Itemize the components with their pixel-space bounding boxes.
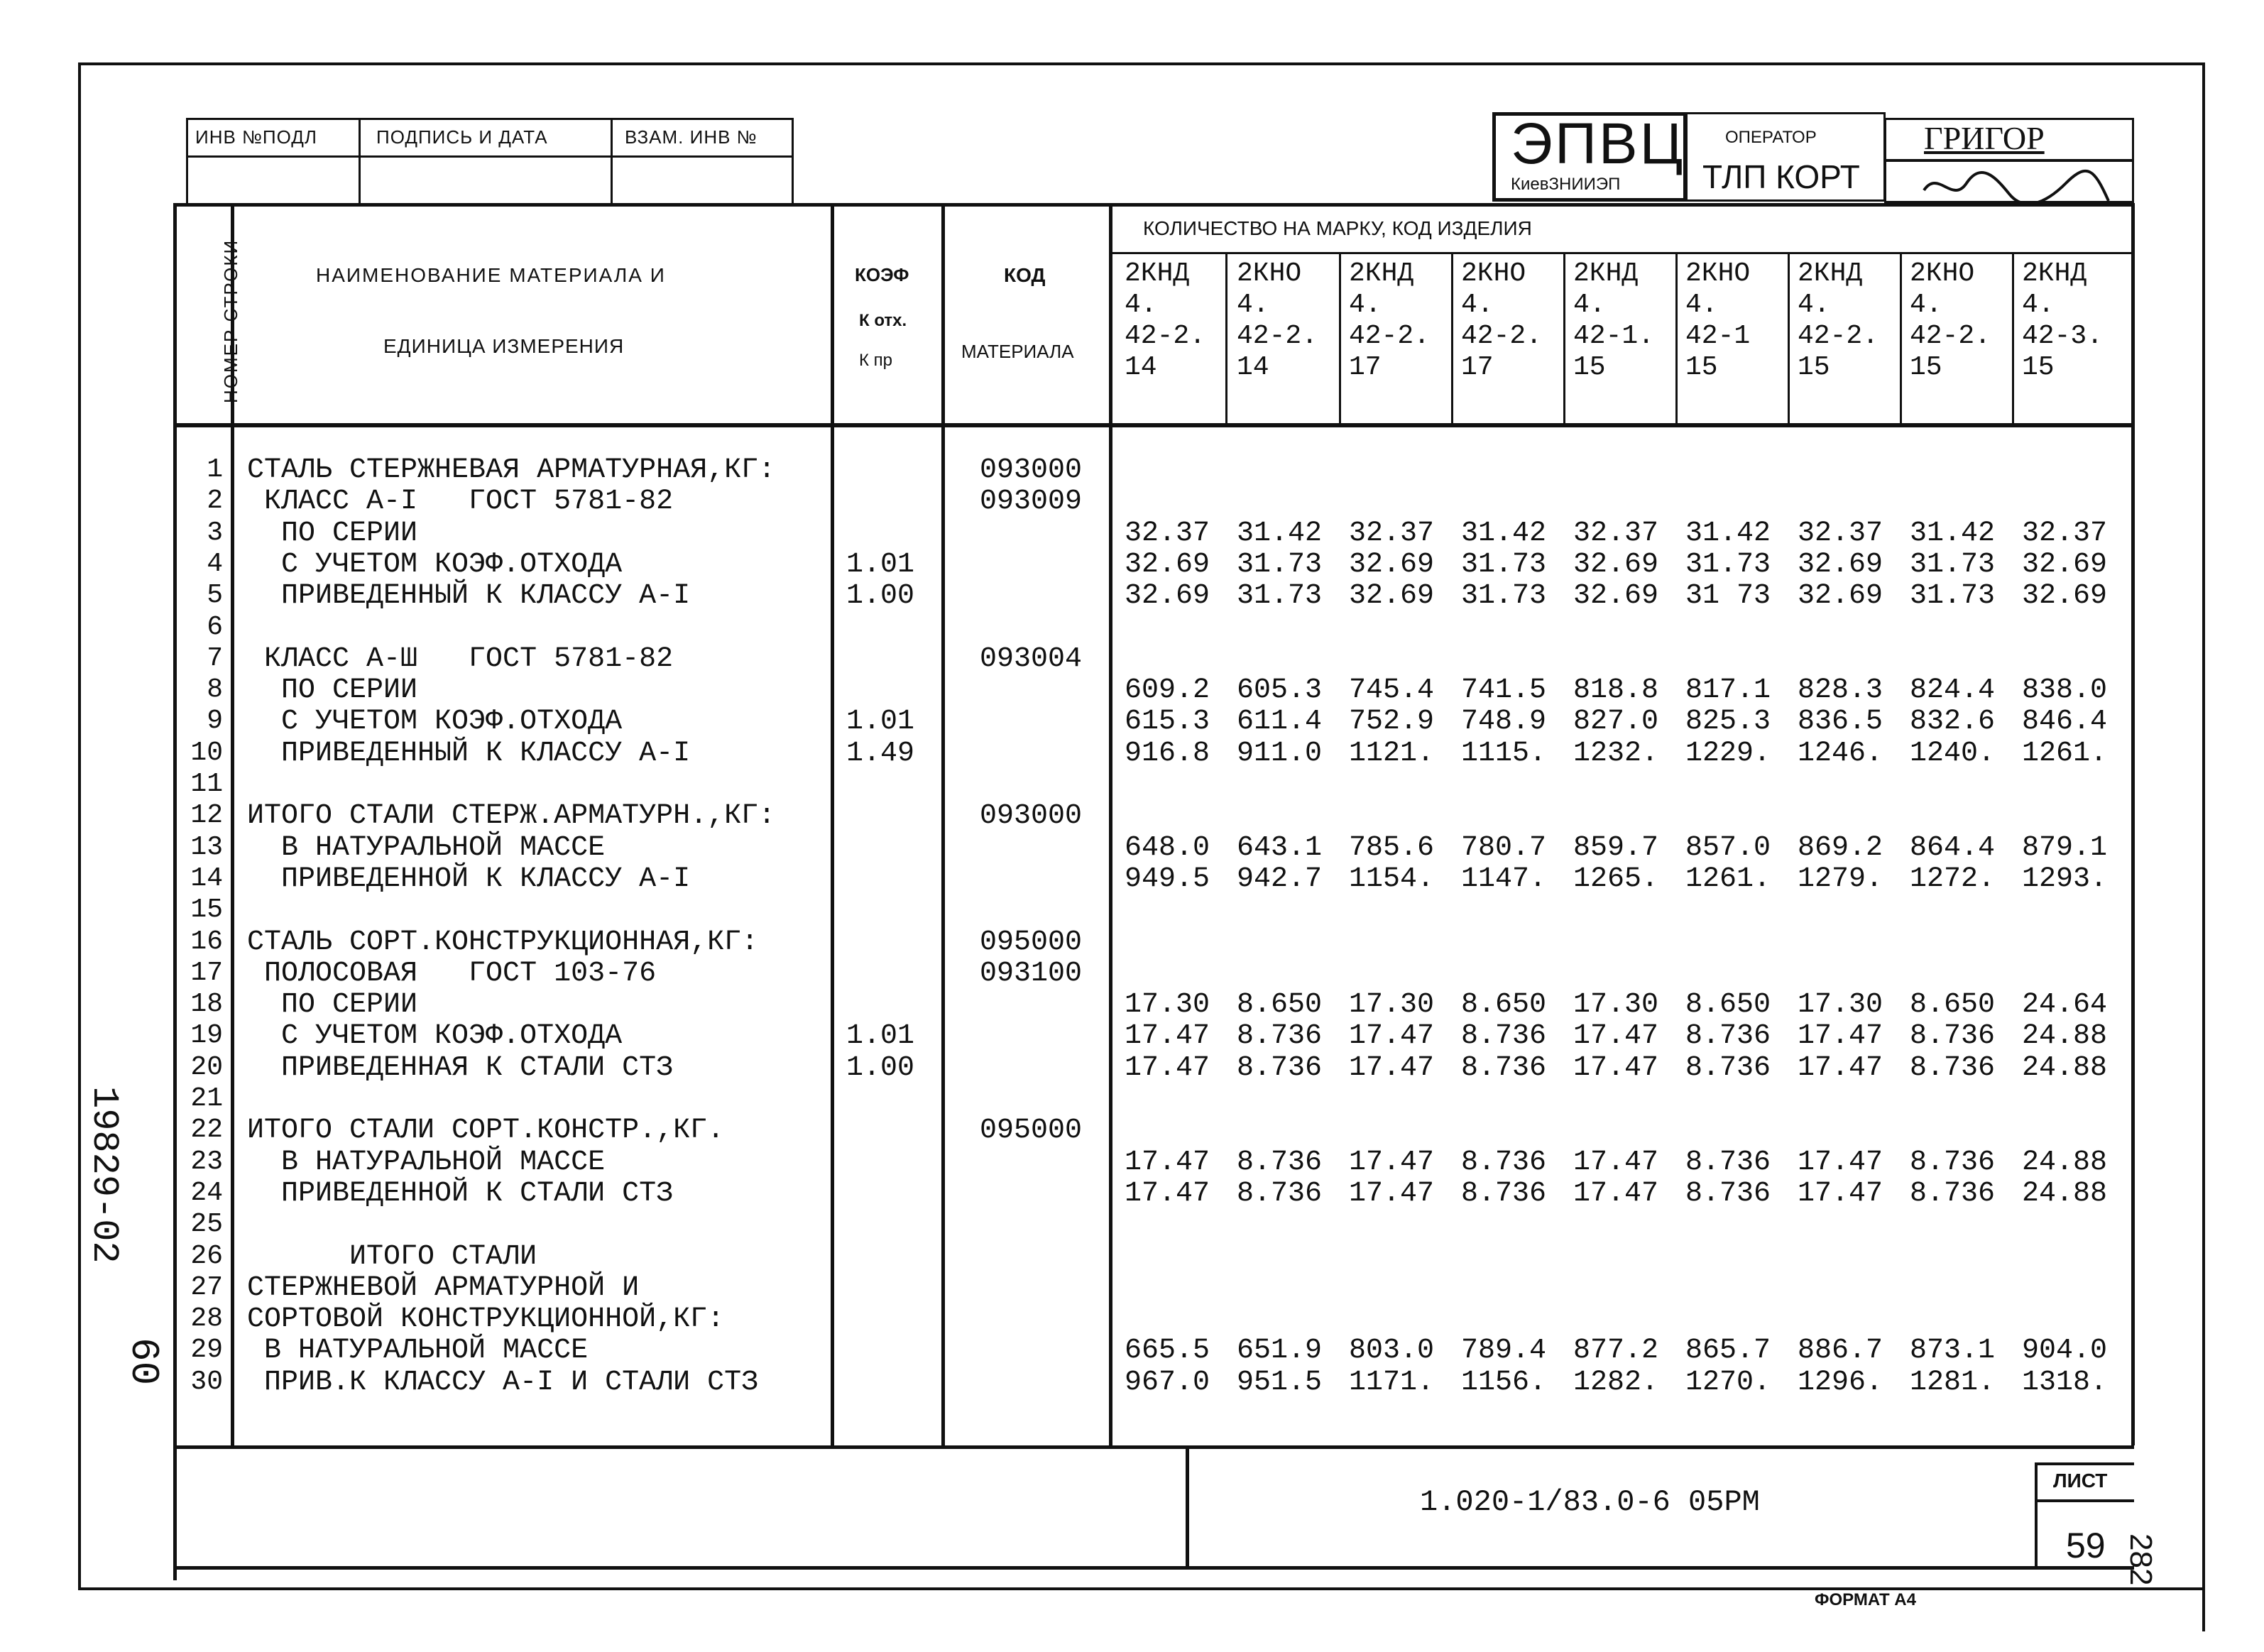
quantity-value: 1296. <box>1798 1367 1883 1399</box>
quantity-value: 32.37 <box>1798 518 1883 549</box>
quantity-value: 24.88 <box>2022 1147 2108 1178</box>
left-inventory-number: 19829-02 <box>83 1086 125 1264</box>
quantity-value: 31.73 <box>1461 580 1547 612</box>
sheet-number: 59 <box>2066 1526 2106 1565</box>
row-number: 13 <box>190 832 223 863</box>
material-code: 093100 <box>980 958 1083 990</box>
quantity-value: 877.2 <box>1573 1335 1659 1367</box>
quantity-value: 886.7 <box>1798 1335 1883 1367</box>
material-header-line2: ЕДИНИЦА ИЗМЕРЕНИЯ <box>383 335 625 357</box>
frame-left <box>78 62 81 1587</box>
quantity-value: 1261. <box>1685 863 1771 895</box>
quantity-value: 8.736 <box>1685 1052 1771 1084</box>
quantity-value: 748.9 <box>1461 706 1547 738</box>
quantity-value: 8.736 <box>1910 1178 1996 1210</box>
org-main-label: ЭПВЦ <box>1511 111 1685 176</box>
mark-header: 2КНО 4. 42-2. 14 <box>1237 258 1318 383</box>
quantity-value: 32.69 <box>1798 549 1883 581</box>
quantity-value: 1154. <box>1349 863 1435 895</box>
quantity-value: 32.37 <box>2022 518 2108 549</box>
replace-inv-label: ВЗАМ. ИНВ № <box>625 126 758 148</box>
row-number: 2 <box>207 486 223 516</box>
left-number: 60 <box>121 1338 166 1386</box>
material-code: 093004 <box>980 643 1083 675</box>
quantity-value: 967.0 <box>1125 1367 1210 1399</box>
material-name: В НАТУРАЛЬНОЙ МАССЕ <box>247 832 606 864</box>
quantity-value: 8.736 <box>1461 1020 1547 1052</box>
quantity-value: 31.73 <box>1910 549 1996 581</box>
side-number: 282 <box>2123 1533 2158 1586</box>
mark-header: 2КНД 4. 42-3. 15 <box>2022 258 2104 383</box>
quantity-value: 8.736 <box>1237 1020 1323 1052</box>
material-name: КЛАСС А-Ш ГОСТ 5781-82 <box>247 643 674 675</box>
quantity-value: 8.736 <box>1910 1020 1996 1052</box>
quantity-value: 846.4 <box>2022 706 2108 738</box>
quantity-value: 832.6 <box>1910 706 1996 738</box>
row-number: 1 <box>207 454 223 485</box>
quantity-value: 17.47 <box>1798 1052 1883 1084</box>
org-sub-label: КиевЗНИИЭП <box>1511 175 1621 194</box>
format-label: ФОРМАТ А4 <box>1815 1590 1916 1609</box>
quantity-value: 31.73 <box>1910 580 1996 612</box>
quantity-value: 1279. <box>1798 863 1883 895</box>
quantity-value: 8.736 <box>1461 1178 1547 1210</box>
quantity-value: 8.736 <box>1685 1147 1771 1178</box>
quantity-value: 17.47 <box>1125 1052 1210 1084</box>
row-number: 18 <box>190 989 223 1019</box>
material-name: С УЧЕТОМ КОЭФ.ОТХОДА <box>247 549 623 581</box>
quantity-value: 1270. <box>1685 1367 1771 1399</box>
quantity-value: 24.88 <box>2022 1052 2108 1084</box>
quantity-value: 859.7 <box>1573 832 1659 864</box>
quantity-value: 31 73 <box>1685 580 1771 612</box>
material-name: С УЧЕТОМ КОЭФ.ОТХОДА <box>247 1020 623 1052</box>
document-code: 1.020-1/83.0-6 05РМ <box>1420 1485 1760 1519</box>
row-number: 27 <box>190 1272 223 1303</box>
quantity-value: 1171. <box>1349 1367 1435 1399</box>
material-name: ПРИВ.К КЛАССУ А-I И СТАЛИ СТЗ <box>247 1367 759 1399</box>
quantity-value: 1121. <box>1349 738 1435 770</box>
material-name: ПРИВЕДЕННОЙ К КЛАССУ А-I <box>247 863 691 895</box>
material-code: 095000 <box>980 926 1083 958</box>
row-number: 4 <box>207 549 223 579</box>
row-number: 10 <box>190 738 223 768</box>
coef-header-line2: К отх. <box>859 311 907 330</box>
quantity-value: 865.7 <box>1685 1335 1771 1367</box>
quantity-value: 857.0 <box>1685 832 1771 864</box>
quantity-value: 17.47 <box>1349 1020 1435 1052</box>
quantity-value: 8.736 <box>1237 1052 1323 1084</box>
row-number: 3 <box>207 518 223 548</box>
quantity-value: 1147. <box>1461 863 1547 895</box>
material-name: ИТОГО СТАЛИ <box>247 1241 537 1273</box>
quantity-value: 1115. <box>1461 738 1547 770</box>
frame-top <box>78 62 2205 65</box>
row-number: 5 <box>207 580 223 611</box>
quantity-value: 17.30 <box>1573 989 1659 1021</box>
material-name: ПО СЕРИИ <box>247 989 418 1021</box>
quantity-value: 836.5 <box>1798 706 1883 738</box>
quantity-value: 651.9 <box>1237 1335 1323 1367</box>
coefficient: 1.01 <box>846 706 915 738</box>
quantity-value: 1246. <box>1798 738 1883 770</box>
quantity-value: 8.736 <box>1685 1020 1771 1052</box>
quantity-value: 17.47 <box>1573 1020 1659 1052</box>
material-name: КЛАСС А-I ГОСТ 5781-82 <box>247 486 674 518</box>
quantity-value: 916.8 <box>1125 738 1210 770</box>
row-number: 22 <box>190 1115 223 1145</box>
quantity-value: 911.0 <box>1237 738 1323 770</box>
mark-header: 2КНО 4. 42-1 15 <box>1685 258 1751 383</box>
quantity-value: 605.3 <box>1237 674 1323 706</box>
material-header-line1: НАИМЕНОВАНИЕ МАТЕРИАЛА И <box>316 264 666 286</box>
quantity-value: 32.69 <box>1573 549 1659 581</box>
quantity-value: 615.3 <box>1125 706 1210 738</box>
quantity-value: 609.2 <box>1125 674 1210 706</box>
quantity-value: 24.88 <box>2022 1178 2108 1210</box>
sheet-label: ЛИСТ <box>2053 1470 2108 1492</box>
material-name: ПОЛОСОВАЯ ГОСТ 103-76 <box>247 958 657 990</box>
mark-header: 2КНД 4. 42-2. 14 <box>1125 258 1206 383</box>
quantity-value: 873.1 <box>1910 1335 1996 1367</box>
quantity-value: 803.0 <box>1349 1335 1435 1367</box>
row-number: 19 <box>190 1020 223 1051</box>
quantity-value: 17.47 <box>1125 1020 1210 1052</box>
material-code: 093000 <box>980 454 1083 486</box>
quantity-value: 818.8 <box>1573 674 1659 706</box>
quantity-value: 8.650 <box>1237 989 1323 1021</box>
quantity-value: 869.2 <box>1798 832 1883 864</box>
quantity-value: 864.4 <box>1910 832 1996 864</box>
material-name: СТАЛЬ СТЕРЖНЕВАЯ АРМАТУРНАЯ,КГ: <box>247 454 776 486</box>
row-number: 25 <box>190 1209 223 1240</box>
quantity-value: 32.69 <box>1573 580 1659 612</box>
quantity-value: 1229. <box>1685 738 1771 770</box>
mark-header: 2КНД 4. 42-1. 15 <box>1573 258 1655 383</box>
quantity-value: 1318. <box>2022 1367 2108 1399</box>
coefficient: 1.00 <box>846 580 915 612</box>
row-number: 16 <box>190 926 223 957</box>
quantity-value: 31.42 <box>1910 518 1996 549</box>
operator-label: ОПЕРАТОР <box>1725 128 1817 147</box>
operator-dept: ТЛП КОРТ <box>1702 158 1860 195</box>
quantity-value: 17.47 <box>1349 1052 1435 1084</box>
row-number: 11 <box>190 769 223 799</box>
quantity-value: 828.3 <box>1798 674 1883 706</box>
row-number: 28 <box>190 1303 223 1334</box>
quantity-value: 789.4 <box>1461 1335 1547 1367</box>
quantity-value: 32.69 <box>1798 580 1883 612</box>
coef-header-line1: КОЭФ <box>855 264 909 285</box>
quantity-value: 8.736 <box>1461 1052 1547 1084</box>
quantity-value: 24.64 <box>2022 989 2108 1021</box>
quantity-value: 17.47 <box>1349 1178 1435 1210</box>
material-name: СТЕРЖНЕВОЙ АРМАТУРНОЙ И <box>247 1272 640 1304</box>
quantity-value: 752.9 <box>1349 706 1435 738</box>
quantity-value: 17.47 <box>1798 1178 1883 1210</box>
quantity-value: 1261. <box>2022 738 2108 770</box>
quantity-value: 8.736 <box>1237 1178 1323 1210</box>
quantity-value: 17.47 <box>1798 1147 1883 1178</box>
quantity-value: 879.1 <box>2022 832 2108 864</box>
material-name: ПО СЕРИИ <box>247 674 418 706</box>
quantity-value: 825.3 <box>1685 706 1771 738</box>
quantity-value: 17.47 <box>1573 1147 1659 1178</box>
quantity-value: 31.42 <box>1237 518 1323 549</box>
quantity-value: 1281. <box>1910 1367 1996 1399</box>
quantity-value: 745.4 <box>1349 674 1435 706</box>
code-header-line1: КОД <box>1004 264 1046 286</box>
quantity-value: 8.736 <box>1685 1178 1771 1210</box>
material-name: В НАТУРАЛЬНОЙ МАССЕ <box>247 1147 606 1178</box>
quantity-value: 17.47 <box>1798 1020 1883 1052</box>
row-number: 8 <box>207 674 223 705</box>
signature-date-label: ПОДПИСЬ И ДАТА <box>376 126 548 148</box>
quantity-value: 780.7 <box>1461 832 1547 864</box>
row-number: 15 <box>190 895 223 925</box>
quantity-value: 1282. <box>1573 1367 1659 1399</box>
quantity-value: 31.73 <box>1685 549 1771 581</box>
quantity-value: 8.650 <box>1910 989 1996 1021</box>
quantity-value: 17.47 <box>1349 1147 1435 1178</box>
material-code: 093009 <box>980 486 1083 518</box>
quantity-value: 32.69 <box>2022 549 2108 581</box>
material-name: СОРТОВОЙ КОНСТРУКЦИОННОЙ,КГ: <box>247 1303 725 1335</box>
quantity-value: 1232. <box>1573 738 1659 770</box>
row-number: 17 <box>190 958 223 988</box>
row-number: 14 <box>190 863 223 894</box>
row-number: 20 <box>190 1052 223 1083</box>
coefficient: 1.01 <box>846 549 915 581</box>
quantity-value: 8.736 <box>1910 1147 1996 1178</box>
quantity-value: 827.0 <box>1573 706 1659 738</box>
coefficient: 1.01 <box>846 1020 915 1052</box>
quantity-value: 785.6 <box>1349 832 1435 864</box>
material-name: ИТОГО СТАЛИ СОРТ.КОНСТР.,КГ. <box>247 1115 725 1147</box>
quantity-value: 32.69 <box>1125 549 1210 581</box>
row-number: 9 <box>207 706 223 736</box>
quantity-value: 32.37 <box>1125 518 1210 549</box>
quantity-value: 31.73 <box>1461 549 1547 581</box>
quantity-value: 1240. <box>1910 738 1996 770</box>
quantity-value: 17.30 <box>1798 989 1883 1021</box>
quantity-value: 951.5 <box>1237 1367 1323 1399</box>
quantity-value: 32.69 <box>1349 580 1435 612</box>
quantity-value: 8.650 <box>1685 989 1771 1021</box>
quantity-value: 942.7 <box>1237 863 1323 895</box>
quantity-value: 8.736 <box>1461 1147 1547 1178</box>
row-number: 7 <box>207 643 223 674</box>
material-name: В НАТУРАЛЬНОЙ МАССЕ <box>247 1335 589 1367</box>
frame-right <box>2202 62 2205 1631</box>
material-name: С УЧЕТОМ КОЭФ.ОТХОДА <box>247 706 623 738</box>
row-number: 30 <box>190 1367 223 1397</box>
mark-header: 2КНО 4. 42-2. 17 <box>1461 258 1543 383</box>
quantity-value: 31.73 <box>1237 580 1323 612</box>
coefficient: 1.00 <box>846 1052 915 1084</box>
quantity-value: 17.47 <box>1573 1052 1659 1084</box>
quantity-value: 949.5 <box>1125 863 1210 895</box>
row-number: 6 <box>207 612 223 642</box>
quantity-value: 31.73 <box>1237 549 1323 581</box>
quantity-value: 817.1 <box>1685 674 1771 706</box>
quantity-value: 1293. <box>2022 863 2108 895</box>
quantity-value: 32.69 <box>1349 549 1435 581</box>
quantity-value: 24.88 <box>2022 1020 2108 1052</box>
material-name: СТАЛЬ СОРТ.КОНСТРУКЦИОННАЯ,КГ: <box>247 926 759 958</box>
quantity-value: 838.0 <box>2022 674 2108 706</box>
material-name: ПРИВЕДЕННОЙ К СТАЛИ СТЗ <box>247 1178 674 1210</box>
quantity-value: 1265. <box>1573 863 1659 895</box>
quantity-value: 8.736 <box>1237 1147 1323 1178</box>
quantity-value: 17.47 <box>1125 1147 1210 1178</box>
code-header-line2: МАТЕРИАЛА <box>961 341 1074 362</box>
coef-header-line3: К пр <box>859 351 892 370</box>
quantity-value: 32.69 <box>2022 580 2108 612</box>
material-name: ПРИВЕДЕННЫЙ К КЛАССУ А-I <box>247 580 691 612</box>
operator-signature <box>1910 162 2123 219</box>
material-name: ПРИВЕДЕННЫЙ К КЛАССУ А-I <box>247 738 691 770</box>
quantity-value: 17.30 <box>1125 989 1210 1021</box>
quantity-value: 1156. <box>1461 1367 1547 1399</box>
row-number: 26 <box>190 1241 223 1271</box>
quantity-value: 665.5 <box>1125 1335 1210 1367</box>
quantity-value: 32.37 <box>1573 518 1659 549</box>
row-number: 21 <box>190 1083 223 1114</box>
quantity-value: 611.4 <box>1237 706 1323 738</box>
quantity-value: 1272. <box>1910 863 1996 895</box>
material-code: 095000 <box>980 1115 1083 1147</box>
quantity-value: 824.4 <box>1910 674 1996 706</box>
operator-name: ГРИГОР <box>1924 120 2045 156</box>
quantity-value: 17.47 <box>1573 1178 1659 1210</box>
quantity-value: 17.47 <box>1125 1178 1210 1210</box>
quantity-value: 32.69 <box>1125 580 1210 612</box>
coefficient: 1.49 <box>846 738 915 770</box>
material-name: ПРИВЕДЕННАЯ К СТАЛИ СТЗ <box>247 1052 674 1084</box>
mark-header: 2КНД 4. 42-2. 17 <box>1349 258 1431 383</box>
quantity-value: 643.1 <box>1237 832 1323 864</box>
mark-header: 2КНД 4. 42-2. 15 <box>1798 258 1879 383</box>
quantity-header: КОЛИЧЕСТВО НА МАРКУ, КОД ИЗДЕЛИЯ <box>1143 217 1532 239</box>
quantity-value: 648.0 <box>1125 832 1210 864</box>
quantity-value: 32.37 <box>1349 518 1435 549</box>
row-number: 23 <box>190 1147 223 1177</box>
row-number: 24 <box>190 1178 223 1208</box>
quantity-value: 31.42 <box>1461 518 1547 549</box>
quantity-value: 741.5 <box>1461 674 1547 706</box>
material-code: 093000 <box>980 800 1083 832</box>
quantity-value: 31.42 <box>1685 518 1771 549</box>
row-number: 29 <box>190 1335 223 1365</box>
quantity-value: 8.736 <box>1910 1052 1996 1084</box>
row-number-header: НОМЕР СТРОКИ <box>220 239 241 403</box>
quantity-value: 904.0 <box>2022 1335 2108 1367</box>
row-number: 12 <box>190 800 223 831</box>
material-name: ИТОГО СТАЛИ СТЕРЖ.АРМАТУРН.,КГ: <box>247 800 776 832</box>
quantity-value: 8.650 <box>1461 989 1547 1021</box>
quantity-value: 17.30 <box>1349 989 1435 1021</box>
material-name: ПО СЕРИИ <box>247 518 418 549</box>
mark-header: 2КНО 4. 42-2. 15 <box>1910 258 1991 383</box>
inv-number-label: ИНВ №ПОДЛ <box>195 126 317 148</box>
